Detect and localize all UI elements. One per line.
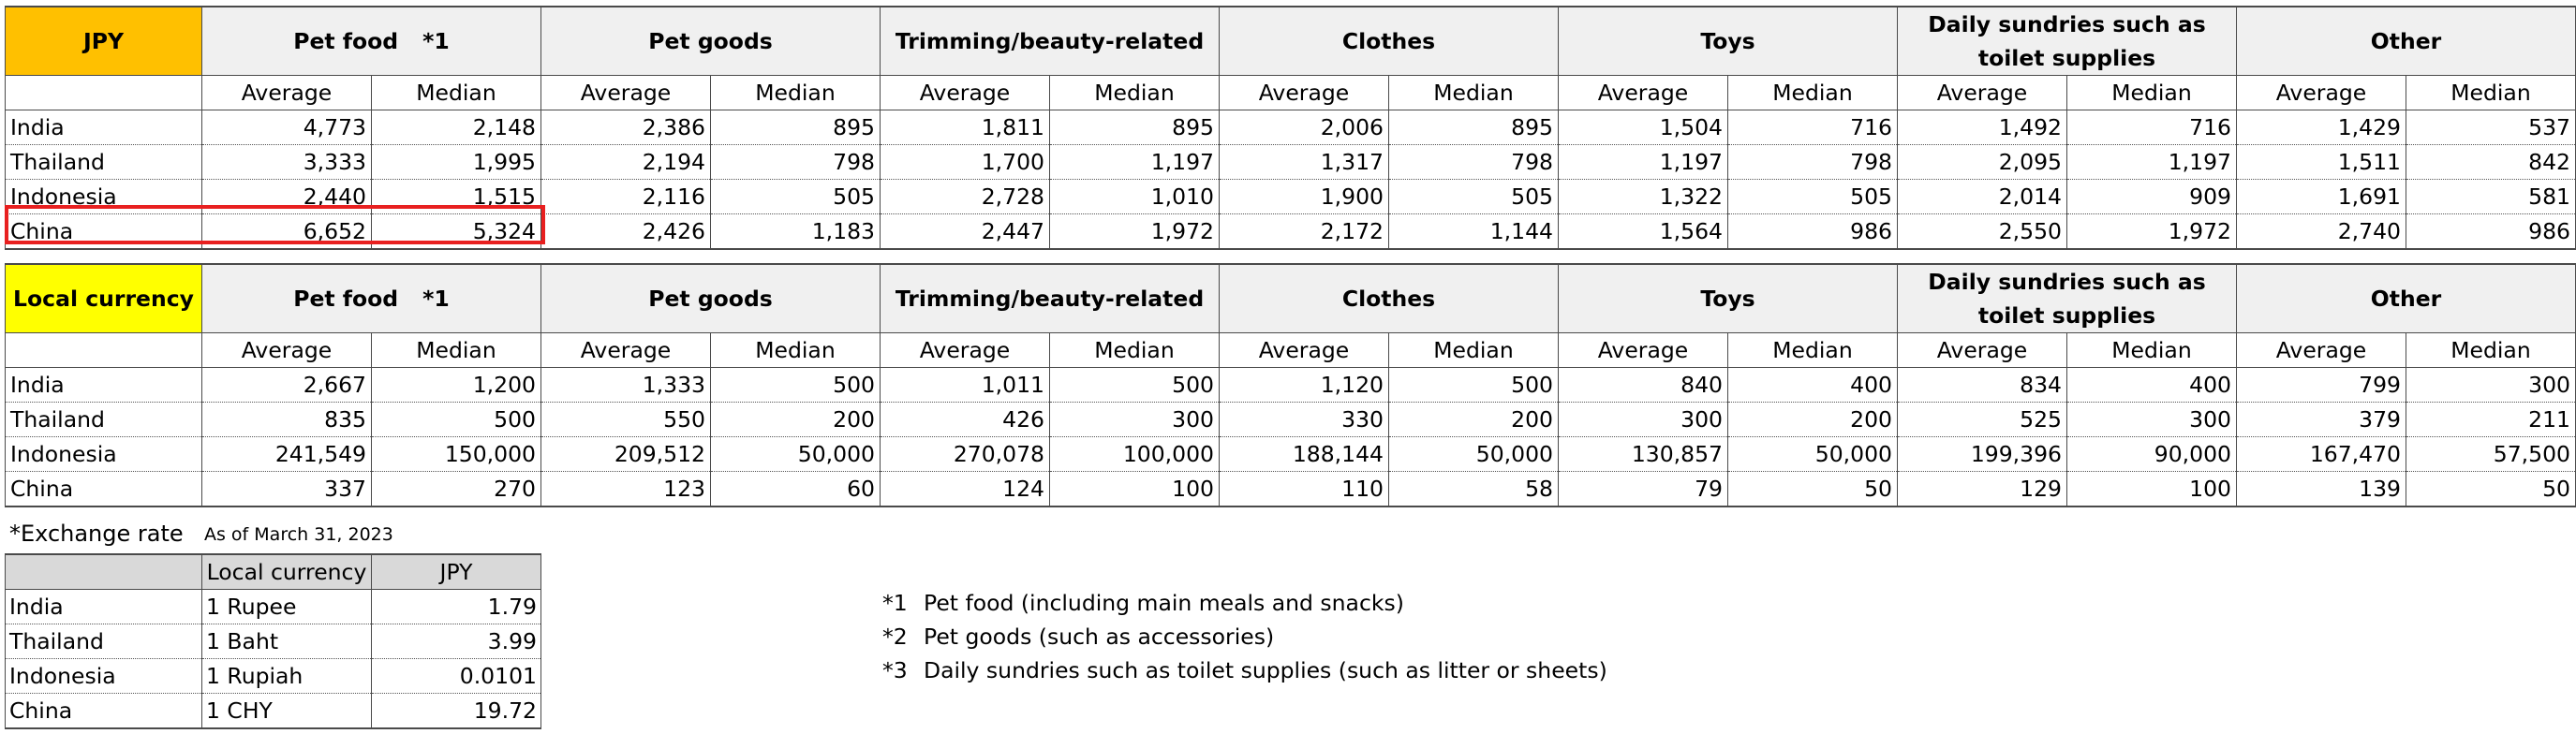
value-cell: 2,116: [541, 180, 711, 214]
value-cell: 1,429: [2237, 110, 2406, 145]
sub-header-average: Average: [541, 76, 711, 110]
sub-header-average: Average: [2237, 76, 2406, 110]
value-cell: 2,440: [202, 180, 372, 214]
exchange-row: [6, 694, 541, 729]
value-cell: 57,500: [2406, 437, 2576, 472]
value-cell: 211: [2406, 403, 2576, 437]
value-cell: 129: [1898, 472, 2067, 507]
value-cell: 200: [1728, 403, 1898, 437]
sub-header-median: Median: [711, 76, 881, 110]
sub-header-median: Median: [372, 333, 541, 368]
exchange-row: [6, 624, 541, 659]
value-cell: 2,148: [372, 110, 541, 145]
category-header: Trimming/beauty-related: [881, 264, 1220, 333]
value-cell: 200: [1389, 403, 1559, 437]
value-cell: 986: [2406, 214, 2576, 250]
category-header: Pet goods: [541, 7, 881, 76]
footnote-1: *1 Pet food (including main meals and snacks): [882, 590, 1404, 616]
table-row: [6, 437, 2576, 472]
currency-corner-local: Local currency: [6, 264, 202, 333]
table-row: [6, 472, 2576, 507]
sub-header-average: Average: [202, 76, 372, 110]
value-cell: 2,447: [881, 214, 1050, 250]
exchange-rate-title: *Exchange rate: [9, 521, 184, 547]
exchange-unit: 1 Rupiah: [202, 659, 372, 694]
value-cell: 2,006: [1220, 110, 1389, 145]
value-cell: 537: [2406, 110, 2576, 145]
value-cell: 426: [881, 403, 1050, 437]
value-cell: 90,000: [2067, 437, 2237, 472]
exchange-jpy: 3.99: [372, 624, 541, 659]
exchange-unit: 1 Baht: [202, 624, 372, 659]
value-cell: 50: [1728, 472, 1898, 507]
value-cell: 1,972: [1050, 214, 1220, 250]
value-cell: 1,144: [1389, 214, 1559, 250]
value-cell: 1,504: [1559, 110, 1728, 145]
category-header: Daily sundries such as toilet supplies: [1898, 264, 2237, 333]
value-cell: 1,183: [711, 214, 881, 250]
exchange-header-blank: [6, 554, 202, 590]
value-cell: 100,000: [1050, 437, 1220, 472]
value-cell: 500: [711, 368, 881, 403]
exchange-unit: 1 Rupee: [202, 590, 372, 624]
category-header: Other: [2237, 264, 2576, 333]
exchange-row: [6, 590, 541, 624]
value-cell: 2,095: [1898, 145, 2067, 180]
exchange-rate-table: [5, 553, 541, 729]
value-cell: 300: [1559, 403, 1728, 437]
table-row: [6, 368, 2576, 403]
value-cell: 4,773: [202, 110, 372, 145]
country-name: Thailand: [6, 145, 202, 180]
value-cell: 139: [2237, 472, 2406, 507]
category-header: Pet food *1: [202, 7, 541, 76]
value-cell: 798: [1728, 145, 1898, 180]
value-cell: 50: [2406, 472, 2576, 507]
category-header: Clothes: [1220, 264, 1559, 333]
sub-header-row: [6, 76, 2576, 110]
sub-header-row: [6, 333, 2576, 368]
country-name: Thailand: [6, 403, 202, 437]
value-cell: 842: [2406, 145, 2576, 180]
value-cell: 505: [1728, 180, 1898, 214]
sub-header-blank: [6, 76, 202, 110]
value-cell: 1,197: [1559, 145, 1728, 180]
sub-header-median: Median: [1050, 76, 1220, 110]
value-cell: 330: [1220, 403, 1389, 437]
value-cell: 1,995: [372, 145, 541, 180]
value-cell: 525: [1898, 403, 2067, 437]
value-cell: 1,564: [1559, 214, 1728, 250]
value-cell: 834: [1898, 368, 2067, 403]
value-cell: 2,386: [541, 110, 711, 145]
value-cell: 130,857: [1559, 437, 1728, 472]
value-cell: 1,492: [1898, 110, 2067, 145]
value-cell: 2,014: [1898, 180, 2067, 214]
value-cell: 798: [711, 145, 881, 180]
exchange-row: [6, 659, 541, 694]
country-name: India: [6, 110, 202, 145]
sub-header-median: Median: [1389, 333, 1559, 368]
value-cell: 500: [1389, 368, 1559, 403]
currency-corner-jpy: JPY: [6, 7, 202, 76]
value-cell: 505: [1389, 180, 1559, 214]
exchange-header-jpy: JPY: [372, 554, 541, 590]
value-cell: 581: [2406, 180, 2576, 214]
category-header: Pet goods: [541, 264, 881, 333]
value-cell: 5,324: [372, 214, 541, 250]
country-name: Indonesia: [6, 180, 202, 214]
table-row: [6, 145, 2576, 180]
sub-header-median: Median: [2406, 76, 2576, 110]
value-cell: 1,200: [372, 368, 541, 403]
value-cell: 909: [2067, 180, 2237, 214]
value-cell: 124: [881, 472, 1050, 507]
value-cell: 50,000: [1389, 437, 1559, 472]
value-cell: 167,470: [2237, 437, 2406, 472]
value-cell: 150,000: [372, 437, 541, 472]
value-cell: 3,333: [202, 145, 372, 180]
table-row: [6, 214, 2576, 250]
table-row: [6, 180, 2576, 214]
exchange-jpy: 19.72: [372, 694, 541, 729]
value-cell: 337: [202, 472, 372, 507]
sub-header-average: Average: [881, 76, 1050, 110]
value-cell: 2,667: [202, 368, 372, 403]
country-name: China: [6, 214, 202, 250]
value-cell: 241,549: [202, 437, 372, 472]
value-cell: 400: [2067, 368, 2237, 403]
category-header: Other: [2237, 7, 2576, 76]
value-cell: 798: [1389, 145, 1559, 180]
value-cell: 1,972: [2067, 214, 2237, 250]
value-cell: 300: [1050, 403, 1220, 437]
value-cell: 379: [2237, 403, 2406, 437]
value-cell: 1,197: [1050, 145, 1220, 180]
footnote-2: *2 Pet goods (such as accessories): [882, 624, 1275, 650]
country-name: China: [6, 472, 202, 507]
value-cell: 100: [1050, 472, 1220, 507]
sub-header-median: Median: [1050, 333, 1220, 368]
sub-header-median: Median: [2067, 76, 2237, 110]
value-cell: 500: [372, 403, 541, 437]
sub-header-median: Median: [2067, 333, 2237, 368]
value-cell: 1,515: [372, 180, 541, 214]
sub-header-average: Average: [1898, 333, 2067, 368]
value-cell: 895: [1050, 110, 1220, 145]
value-cell: 50,000: [1728, 437, 1898, 472]
sub-header-average: Average: [1220, 333, 1389, 368]
sub-header-median: Median: [1728, 333, 1898, 368]
value-cell: 2,426: [541, 214, 711, 250]
value-cell: 270: [372, 472, 541, 507]
table-row: [6, 403, 2576, 437]
value-cell: 100: [2067, 472, 2237, 507]
value-cell: 550: [541, 403, 711, 437]
value-cell: 2,740: [2237, 214, 2406, 250]
value-cell: 799: [2237, 368, 2406, 403]
sub-header-median: Median: [2406, 333, 2576, 368]
exchange-unit: 1 CHY: [202, 694, 372, 729]
category-header: Toys: [1559, 264, 1898, 333]
value-cell: 1,322: [1559, 180, 1728, 214]
sub-header-median: Median: [711, 333, 881, 368]
value-cell: 79: [1559, 472, 1728, 507]
category-header: Toys: [1559, 7, 1898, 76]
value-cell: 895: [1389, 110, 1559, 145]
value-cell: 1,197: [2067, 145, 2237, 180]
value-cell: 895: [711, 110, 881, 145]
value-cell: 50,000: [711, 437, 881, 472]
value-cell: 1,811: [881, 110, 1050, 145]
sub-header-median: Median: [1389, 76, 1559, 110]
value-cell: 60: [711, 472, 881, 507]
sub-header-average: Average: [1559, 76, 1728, 110]
value-cell: 505: [711, 180, 881, 214]
value-cell: 1,900: [1220, 180, 1389, 214]
jpy-table: [5, 6, 2576, 250]
value-cell: 500: [1050, 368, 1220, 403]
exchange-jpy: 0.0101: [372, 659, 541, 694]
category-header: Clothes: [1220, 7, 1559, 76]
category-header: Pet food *1: [202, 264, 541, 333]
sub-header-average: Average: [541, 333, 711, 368]
value-cell: 200: [711, 403, 881, 437]
value-cell: 840: [1559, 368, 1728, 403]
value-cell: 58: [1389, 472, 1559, 507]
value-cell: 123: [541, 472, 711, 507]
value-cell: 2,550: [1898, 214, 2067, 250]
sub-header-average: Average: [1559, 333, 1728, 368]
value-cell: 6,652: [202, 214, 372, 250]
value-cell: 1,010: [1050, 180, 1220, 214]
exchange-jpy: 1.79: [372, 590, 541, 624]
value-cell: 209,512: [541, 437, 711, 472]
value-cell: 2,172: [1220, 214, 1389, 250]
value-cell: 1,317: [1220, 145, 1389, 180]
sub-header-median: Median: [1728, 76, 1898, 110]
local-currency-table: [5, 263, 2576, 507]
value-cell: 835: [202, 403, 372, 437]
value-cell: 1,120: [1220, 368, 1389, 403]
country-name: India: [6, 368, 202, 403]
value-cell: 716: [2067, 110, 2237, 145]
sub-header-blank: [6, 333, 202, 368]
value-cell: 400: [1728, 368, 1898, 403]
sub-header-average: Average: [881, 333, 1050, 368]
table-row: [6, 110, 2576, 145]
value-cell: 1,511: [2237, 145, 2406, 180]
sub-header-median: Median: [372, 76, 541, 110]
sub-header-average: Average: [202, 333, 372, 368]
exchange-country: China: [6, 694, 202, 729]
value-cell: 716: [1728, 110, 1898, 145]
value-cell: 188,144: [1220, 437, 1389, 472]
sub-header-average: Average: [2237, 333, 2406, 368]
value-cell: 1,333: [541, 368, 711, 403]
value-cell: 270,078: [881, 437, 1050, 472]
value-cell: 1,011: [881, 368, 1050, 403]
exchange-rate-date: As of March 31, 2023: [204, 524, 393, 545]
exchange-header-local: Local currency: [202, 554, 372, 590]
exchange-country: India: [6, 590, 202, 624]
sub-header-average: Average: [1220, 76, 1389, 110]
exchange-country: Indonesia: [6, 659, 202, 694]
value-cell: 300: [2406, 368, 2576, 403]
category-header: Trimming/beauty-related: [881, 7, 1220, 76]
value-cell: 300: [2067, 403, 2237, 437]
value-cell: 110: [1220, 472, 1389, 507]
footnote-3: *3 Daily sundries such as toilet supplies (such as litter or sheets): [882, 657, 1607, 683]
value-cell: 986: [1728, 214, 1898, 250]
value-cell: 2,728: [881, 180, 1050, 214]
value-cell: 1,691: [2237, 180, 2406, 214]
category-header: Daily sundries such as toilet supplies: [1898, 7, 2237, 76]
value-cell: 1,700: [881, 145, 1050, 180]
country-name: Indonesia: [6, 437, 202, 472]
value-cell: 199,396: [1898, 437, 2067, 472]
value-cell: 2,194: [541, 145, 711, 180]
sub-header-average: Average: [1898, 76, 2067, 110]
exchange-country: Thailand: [6, 624, 202, 659]
